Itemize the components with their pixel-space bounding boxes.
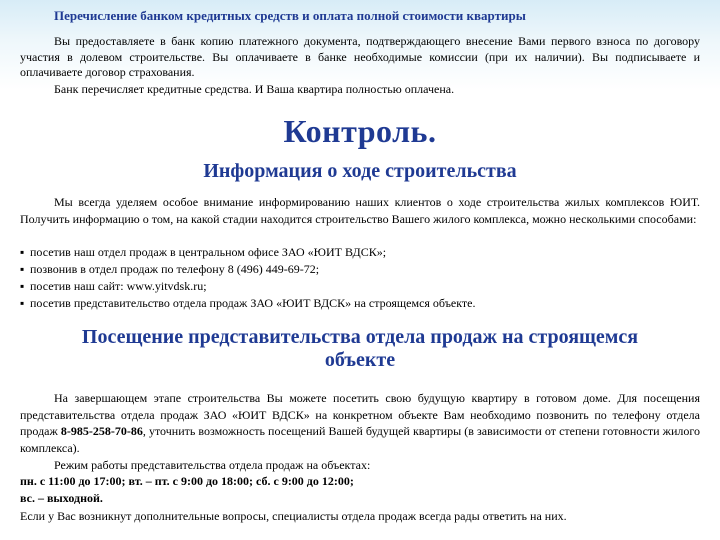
visit-paragraph: На завершающем этапе строительства Вы можете посетить свою будущую квартиру в готовом доме. Для посещения представительства отдела продаж ЗАО «ЮИТ ВДСК» на конкретном объекте Вам необходимо позвонить по телефону отдела продаж 8-985-258-70-86, уточнить возможность посещений Вашей будущей квартиры (в зависимости от степени готовности жилого комплекса). [20,391,700,455]
payment-result-paragraph: Банк перечисляет кредитные средства. И Ваша квартира полностью оплачена. [54,82,455,96]
payment-paragraph: Вы предоставляете в банк копию платежного документа, подтверждающего внесение Вами первого взноса по договору участия в долевом строительстве. Вы оплачиваете в банке необходимые комиссии (при их наличии). Вы подписываете и оплачиваете договор страхования. [20,34,700,79]
list-item: ▪ посетив наш сайт: www.yitvdsk.ru; [20,279,207,293]
schedule-line-sunday: вс. – выходной. [20,491,103,505]
list-item: ▪ посетив представительство отдела продаж ЗАО «ЮИТ ВДСК» на строящемся объекте. [20,296,476,310]
control-title: Контроль. [283,113,437,149]
list-item: ▪ посетив наш отдел продаж в центральном офисе ЗАО «ЮИТ ВДСК»; [20,245,387,259]
section-title-payment: Перечисление банком кредитных средств и оплата полной стоимости квартиры [54,8,526,23]
bullet-icon: ▪ [20,245,25,259]
sales-phone: 8-985-258-70-86 [60,424,143,438]
contact-methods-list [20,244,700,312]
visit-section-title: Посещение представительства отдела продаж на строящемся объекте [81,326,639,371]
schedule-line-weekdays: пн. с 11:00 до 17:00; вт. – пт. с 9:00 до 18:00; сб. с 9:00 до 12:00; [20,474,354,488]
bullet-icon: ▪ [20,296,25,310]
bullet-icon: ▪ [20,279,25,293]
list-item: ▪ позвонив в отдел продаж по телефону 8 (496) 449-69-72; [20,262,320,276]
schedule-title: Режим работы представительства отдела продаж на объектах: [54,458,371,472]
construction-info-intro: Мы всегда уделяем особое внимание информированию наших клиентов о ходе строительства жилых комплексов ЮИТ. Получить информацию о том, на какой стадии находится строительство Вашего жилого комплекса, можно несколькими способами: [20,195,700,226]
bullet-icon: ▪ [20,262,25,276]
closing-paragraph: Если у Вас возникнут дополнительные вопросы, специалисты отдела продаж всегда рады ответить на них. [20,509,567,523]
construction-info-subtitle: Информация о ходе строительства [203,160,517,182]
